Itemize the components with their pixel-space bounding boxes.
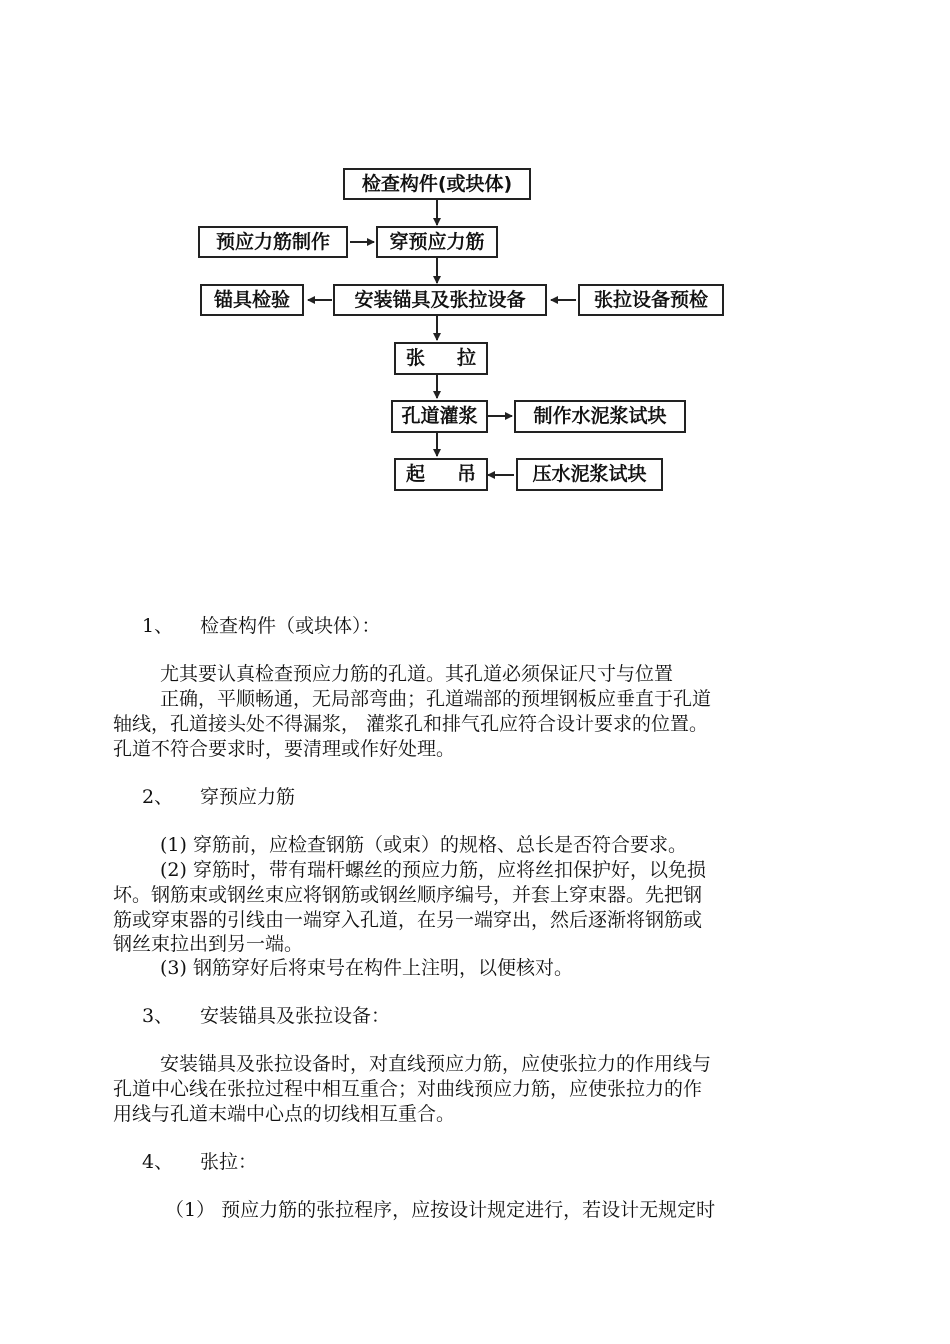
lift-char-1: 起 [406, 463, 426, 485]
box-lift [394, 458, 488, 491]
box-tension [394, 342, 488, 375]
s4-line-1: （1） 预应力筋的张拉程序，应按设计规定进行，若设计无规定时 [165, 1199, 716, 1221]
tension-char-2: 拉 [456, 347, 476, 369]
section-3-number: 3、 [142, 1005, 174, 1027]
flow-arrows [0, 0, 950, 520]
box-grout: 孔道灌浆 [391, 400, 488, 433]
box-inspect: 检查构件(或块体) [343, 168, 531, 200]
s2-line-5: 钢丝束拉出到另一端。 [113, 933, 304, 955]
tension-char-1: 张 [406, 347, 426, 369]
section-2-heading [142, 786, 295, 809]
box-equip-check: 张拉设备预检 [578, 284, 724, 316]
s2-line-2: (2) 穿筋时，带有瑞杆螺丝的预应力筋，应将丝扣保护好，以免损 [160, 859, 706, 881]
s1-line-2: 正确，平顺畅通，无局部弯曲；孔道端部的预埋钢板应垂直于孔道 [160, 688, 712, 710]
s2-line-4: 筋或穿束器的引线由一端穿入孔道，在另一端穿出，然后逐渐将钢筋或 [113, 909, 703, 931]
section-4-number: 4、 [142, 1151, 174, 1173]
section-2-title: 穿预应力筋 [200, 786, 296, 808]
box-anchor-check: 锚具检验 [200, 284, 304, 316]
s2-line-3: 坏。钢筋束或钢丝束应将钢筋或钢丝顺序编号，并套上穿束器。先把钢 [113, 884, 703, 906]
section-2-number: 2、 [142, 786, 174, 808]
lift-char-2: 吊 [456, 463, 476, 485]
section-3-heading [142, 1005, 390, 1028]
flowchart [0, 0, 950, 520]
s1-line-1: 尤其要认真检查预应力筋的孔道。其孔道必须保证尺寸与位置 [160, 663, 674, 685]
s3-line-3: 用线与孔道末端中心点的切线相互重合。 [113, 1103, 456, 1125]
section-4-heading [142, 1151, 257, 1174]
s3-line-2: 孔道中心线在张拉过程中相互重合；对曲线预应力筋，应使张拉力的作 [113, 1078, 703, 1100]
box-press-block: 压水泥浆试块 [516, 458, 663, 491]
section-4-title: 张拉： [200, 1151, 258, 1173]
box-thread-tendon: 穿预应力筋 [376, 226, 498, 258]
box-make-block: 制作水泥浆试块 [514, 400, 686, 433]
s1-line-4: 孔道不符合要求时，要清理或作好处理。 [113, 738, 456, 760]
box-make-tendon: 预应力筋制作 [198, 226, 348, 258]
s2-line-6: (3) 钢筋穿好后将束号在构件上注明，以便核对。 [160, 957, 573, 979]
box-install: 安装锚具及张拉设备 [333, 284, 547, 316]
section-1-heading [142, 615, 381, 638]
section-1-title: 检查构件（或块体）： [200, 615, 381, 637]
s2-line-1: (1) 穿筋前，应检查钢筋（或束）的规格、总长是否符合要求。 [160, 834, 687, 856]
section-1-number: 1、 [142, 615, 174, 637]
s3-line-1: 安装锚具及张拉设备时，对直线预应力筋，应使张拉力的作用线与 [160, 1053, 712, 1075]
s1-line-3: 轴线，孔道接头处不得漏浆， 灌浆孔和排气孔应符合设计要求的位置。 [113, 713, 709, 735]
section-3-title: 安装锚具及张拉设备： [200, 1005, 391, 1027]
